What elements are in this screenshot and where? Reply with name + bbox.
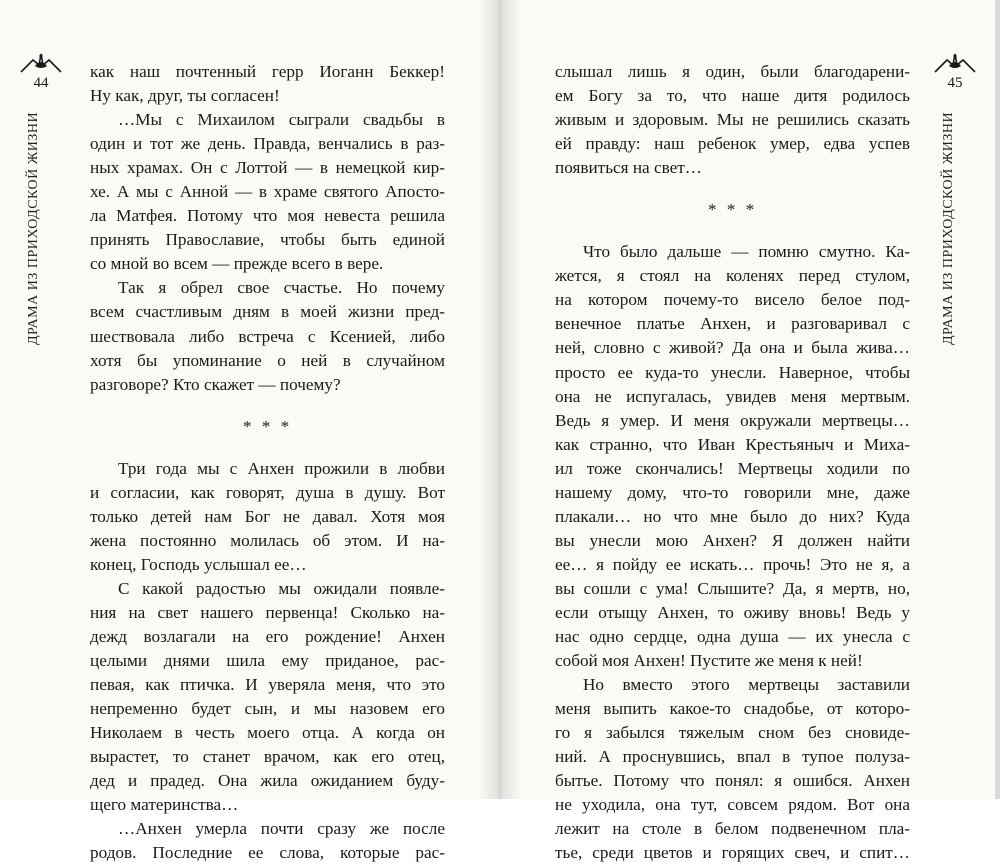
text-line: конец, Господь услышал ее… <box>90 554 307 574</box>
text-line: если отыщу Анхен, то оживу вновь! Ведь у <box>555 602 910 622</box>
text-line: один и тот же день. Правда, венчались в раз- <box>90 134 445 154</box>
blank-line <box>555 222 910 240</box>
text-line: бытье. Потому что понял: я ошибся. Анхен <box>555 771 910 791</box>
text-line: …Анхен умерла почти сразу же после <box>118 819 445 839</box>
text-line: разговоре? Кто скажет — почему? <box>90 374 341 394</box>
text-line: ла Матфея. Потому что моя невеста решила <box>90 206 445 226</box>
text-line: просто ее куда-то унесли. Наверное, чтобы <box>555 362 910 382</box>
text-line: дед и прадед. Она жила ожиданием буду- <box>90 771 445 791</box>
text-line: плакали… но что мне было до них? Куда <box>555 506 910 526</box>
book-gutter <box>478 0 522 799</box>
left-page-text <box>90 60 445 866</box>
text-line: целыми днями шила ему приданое, рас- <box>90 651 445 671</box>
text-line: щего материнства… <box>90 795 239 815</box>
text-line: Николаем в честь моего отца. А когда он <box>90 723 445 743</box>
text-line: тье, среди цветов и горящих свеч, и спит… <box>555 843 910 863</box>
section-separator: * * * <box>707 200 758 220</box>
text-line: слышал лишь я один, были благодарени- <box>555 62 910 81</box>
text-line: ней, словно с живой? Да она и была жива… <box>555 338 910 358</box>
text-line: живым и здоровым. Мы не решились сказать <box>555 110 910 130</box>
text-line: только детей нам Бог не давал. Хотя моя <box>90 506 445 526</box>
running-title: ДРАМА ИЗ ПРИХОДСКОЙ ЖИЗНИ <box>26 111 41 345</box>
text-line: со мной во всем — прежде всего в вере. <box>90 254 384 274</box>
text-line: Три года мы с Анхен прожили в любви <box>118 458 445 478</box>
blank-line <box>90 439 445 457</box>
text-line: ем Богу за то, что наше дитя родилось <box>555 86 910 106</box>
text-line: Ведь я умер. И меня окружали мертвецы… <box>555 410 910 430</box>
text-line: нашему дому, что-то говорили мне, даже <box>555 482 910 502</box>
text-line: дежд возлагали на его рождение! Анхен <box>90 627 445 647</box>
text-line: на котором почему-то висело белое под- <box>555 290 910 310</box>
text-line: ния на свет нашего первенца! Сколько на- <box>90 602 445 622</box>
text-line: меня выпить какое-то снадобье, от которо- <box>555 699 910 719</box>
page-edge <box>995 0 1000 799</box>
text-line: собой моя Анхен! Пустите же меня к ней! <box>555 651 863 671</box>
text-line: непременно будет сын, и мы назовем его <box>90 699 445 719</box>
text-line: хотя бы упоминание о ней в случайном <box>90 350 445 370</box>
text-line: венечное платье Анхен, и разговаривал с <box>555 314 910 334</box>
right-page-header <box>930 52 980 91</box>
text-line: ил тоже скончались! Мертвецы ходили по <box>555 458 910 478</box>
text-line: жена постоянно молилась об этом. И на- <box>90 530 445 550</box>
text-line: ных храмах. Он с Лоттой — в немецкой кир- <box>90 158 445 178</box>
text-line: не уходила, она тут, совсем рядом. Вот она <box>555 795 910 815</box>
text-line: как наш почтенный герр Иоганн Беккер! <box>90 62 445 81</box>
ornament-icon <box>930 52 980 74</box>
text-line: родов. Последние ее слова, которые рас- <box>90 843 445 863</box>
text-line: ний. А проснувшись, впал в тупое полуза- <box>555 747 910 767</box>
text-line: ее… я пойду ее искать… прочь! Это не я, а <box>555 554 910 574</box>
left-page <box>0 0 500 863</box>
running-title: ДРАМА ИЗ ПРИХОДСКОЙ ЖИЗНИ <box>941 111 956 345</box>
text-line: принять Православие, чтобы быть единой <box>90 230 445 250</box>
ornament-icon <box>16 52 66 74</box>
blank-line <box>90 397 445 415</box>
text-line: Но вместо этого мертвецы заставили <box>583 675 910 695</box>
text-line: Так я обрел свое счастье. Но почему <box>118 278 445 298</box>
text-line: Ну как, друг, ты согласен! <box>90 86 280 106</box>
page-number: 45 <box>947 75 963 91</box>
text-line: и согласии, как говорят, душа в душу. Вот <box>90 482 445 502</box>
text-line: шествовала либо встреча с Ксенией, либо <box>90 326 445 346</box>
text-line: появиться на свет… <box>555 158 702 178</box>
page-number: 44 <box>33 75 49 91</box>
text-line: С какой радостью мы ожидали появле- <box>118 578 445 598</box>
text-line: всем счастливым дням в моей жизни пред- <box>90 302 445 322</box>
text-line: ей правду: наш ребенок умер, едва успев <box>555 134 910 154</box>
blank-line <box>555 180 910 198</box>
text-line: вырастет, то станет врачом, как его отец, <box>90 747 445 767</box>
text-line: как странно, что Иван Крестьяныч и Миха- <box>555 434 910 454</box>
text-line: хе. А мы с Анной — в храме святого Апосто- <box>90 182 445 202</box>
text-line: Что было дальше — помню смутно. Ка- <box>583 242 910 262</box>
text-line: лежит на столе в белом подвенечном пла- <box>555 819 910 839</box>
text-line: нас одно сердце, одна душа — их унесла с <box>555 627 910 647</box>
text-line: певая, как птичка. И уверяла меня, что это <box>90 675 445 695</box>
text-line: вы сошли с ума! Слышите? Да, я мертв, но, <box>555 578 910 598</box>
right-page-text <box>555 60 910 866</box>
text-line: жется, я стоял на коленях перед стулом, <box>555 266 910 286</box>
text-line: …Мы с Михаилом сыграли свадьбы в <box>118 110 445 130</box>
text-line: го я забылся тяжелым сном без сновиде- <box>555 723 910 743</box>
section-separator: * * * <box>242 416 293 436</box>
left-page-header <box>16 52 66 91</box>
text-line: она не испугалась, увидев меня мертвым. <box>555 386 910 406</box>
text-line: вы унесли мою Анхен? Я должен найти <box>555 530 910 550</box>
